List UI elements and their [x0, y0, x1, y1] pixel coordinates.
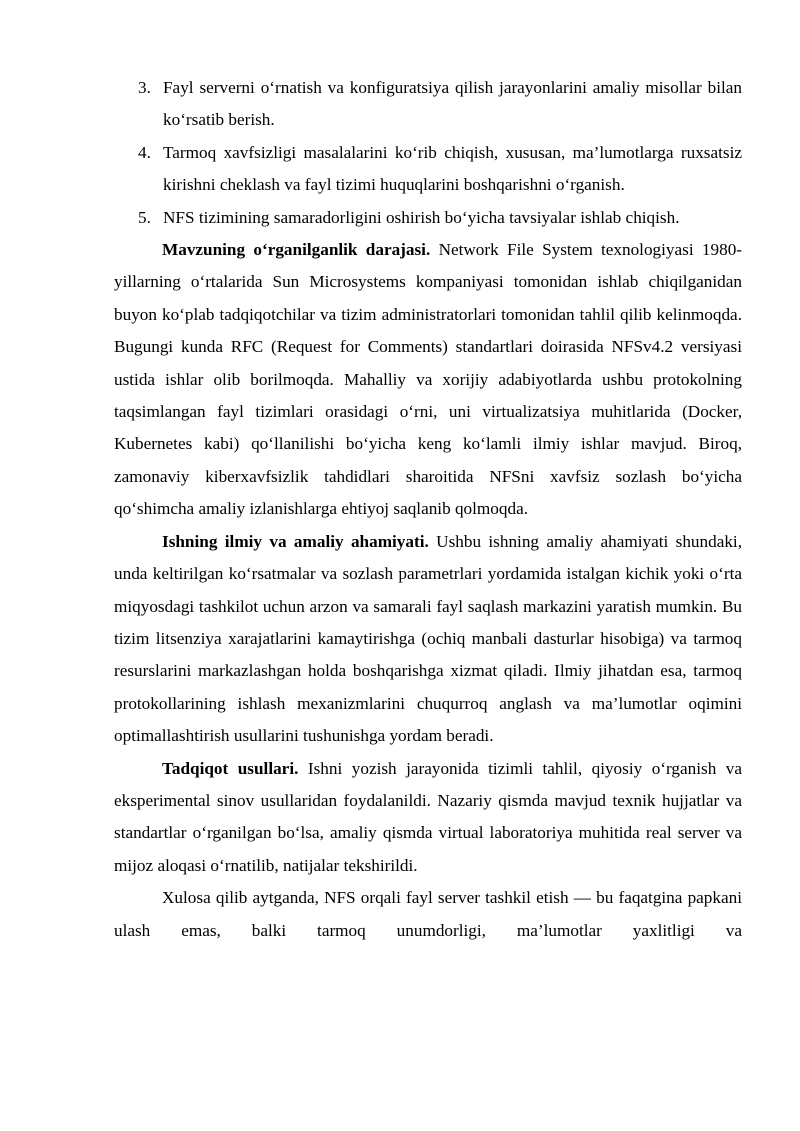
list-item-4 [114, 137, 742, 202]
document-page [114, 72, 742, 947]
paragraph-body: Network File System texnologiyasi 1980-yillarning o‘rtalarida Sun Microsystems kompaniyasi tomonidan ishlab chiqilganidan buyon ko‘plab tadqiqotchilar va tizim administratorlari tomonidan tahlil qilib kelinmoqda. Bugungi kunda RFC (Request for Comments) standartlari doirasida NFSv4.2 versiyasi ustida ishlar olib borilmoqda. Mahalliy va xorijiy adabiyotlarda ushbu protokolning taqsimlangan fayl tizimlari orasidagi o‘rni, uni virtualizatsiya muhitlarida (Docker, Kubernetes kabi) qo‘llanilishi bo‘yicha keng ko‘lamli ilmiy ishlar mavjud. Biroq, zamonaviy kiberxavfsizlik tahdidlari sharoitida NFSni xavfsiz sozlash bo‘yicha qo‘shimcha amaliy izlanishlarga ehtiyoj saqlanib qolmoqda. [114, 240, 743, 519]
section-heading: Tadqiqot usullari. [162, 758, 299, 778]
list-text: Tarmoq xavfsizligi masalalarini ko‘rib chiqish, xususan, ma’lumotlarga ruxsatsiz kirishni cheklash va fayl tizimi huquqlarini boshqarishni o‘rganish. [163, 142, 742, 195]
list-item-3 [114, 72, 742, 137]
list-text: Fayl serverni o‘rnatish va konfiguratsiya qilish jarayonlarini amaliy misollar bilan ko‘rsatib berish. [163, 78, 742, 130]
list-number: 5. [138, 207, 151, 227]
list-item-5 [114, 202, 742, 234]
paragraph-conclusion [114, 882, 742, 947]
list-number: 4. [138, 142, 151, 162]
list-text: NFS tizimining samaradorligini oshirish bo‘yicha tavsiyalar ishlab chiqish. [163, 207, 680, 227]
paragraph-body: Ishni yozish jarayonida tizimli tahlil, qiyosiy o‘rganish va eksperimental sinov usullaridan foydalanildi. Nazariy qismda mavjud texnik hujjatlar va standartlar o‘rganilgan bo‘lsa, amaliy qismda virtual laboratoriya muhitida real server va mijoz aloqasi o‘rnatilib, natijalar tekshirildi. [114, 758, 743, 875]
paragraph-methods [114, 753, 742, 883]
list-number: 3. [138, 78, 151, 97]
section-heading: Mavzuning o‘rganilganlik darajasi. [162, 240, 431, 260]
paragraph-significance [114, 526, 742, 753]
paragraph-body: Xulosa qilib aytganda, NFS orqali fayl server tashkil etish — bu faqatgina papkani ulash emas, balki tarmoq unumdorligi, ma’lumotlar yaxlitligi va [114, 888, 742, 940]
section-heading: Ishning ilmiy va amaliy ahamiyati. [162, 531, 429, 551]
paragraph-research-level [114, 234, 742, 526]
paragraph-body: Ushbu ishning amaliy ahamiyati shundaki, unda keltirilgan ko‘rsatmalar va sozlash parametrlari yordamida istalgan kichik yoki o‘rta miqyosdagi tashkilot uchun arzon va samarali fayl saqlash markazini yaratish mumkin. Bu tizim litsenziya xarajatlarini kamaytirishga (ochiq manbali dasturlar hisobiga) va tarmoq resurslarini markazlashgan holda boshqarishga xizmat qiladi. Ilmiy jihatdan esa, tarmoq protokollarining ishlash mexanizmlarini chuqurroq anglash va ma’lumotlar oqimini optimallashtirish usullarini tushunishga yordam beradi. [114, 531, 743, 746]
